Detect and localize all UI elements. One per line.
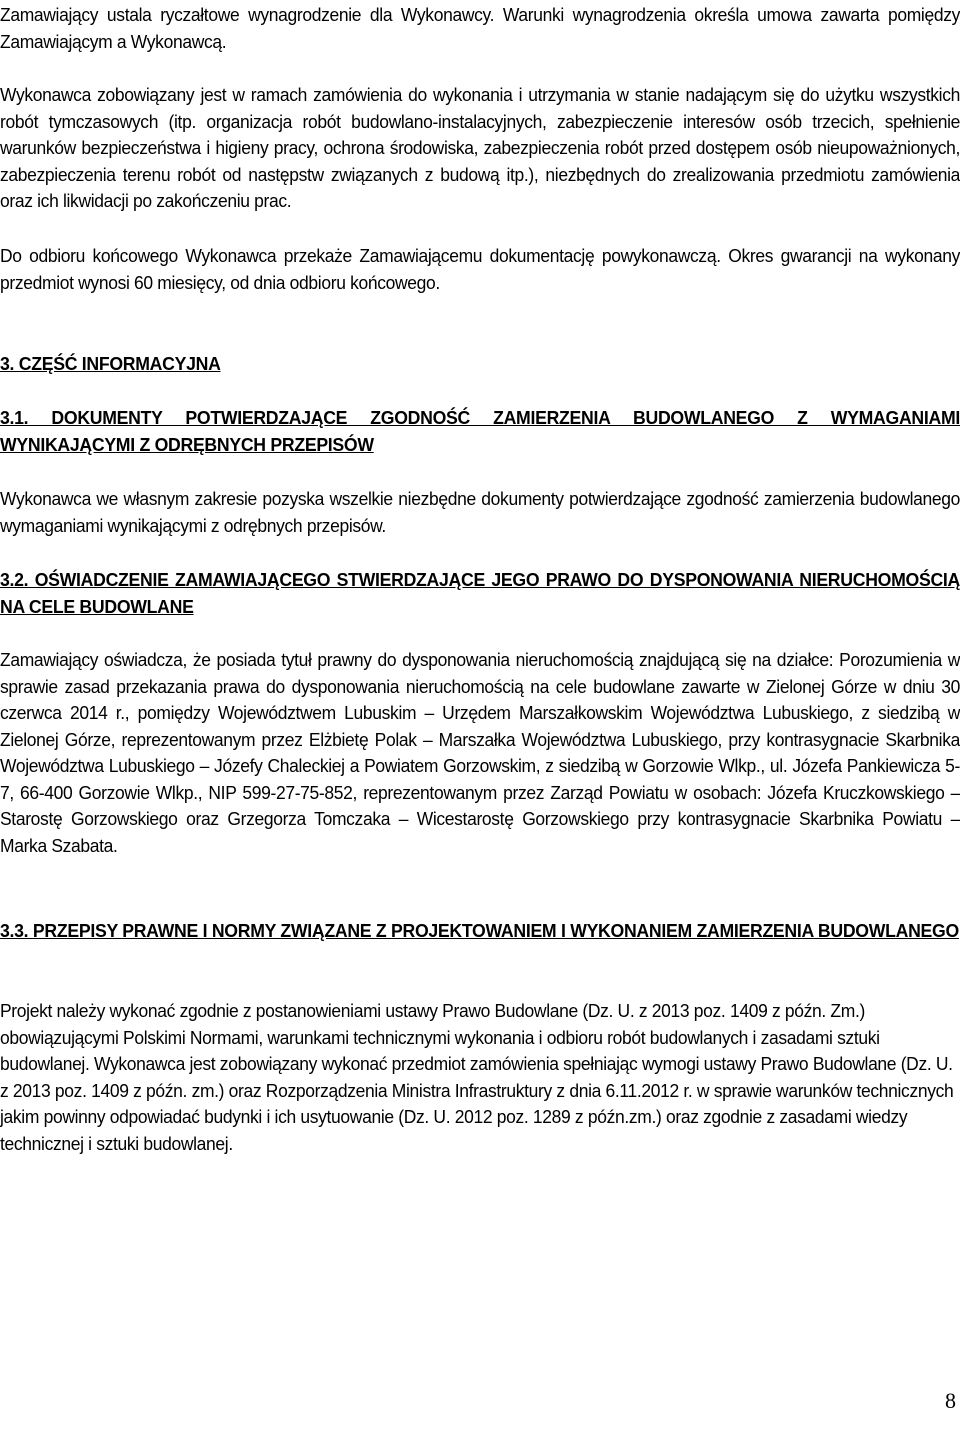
section-heading-3-1: [0, 404, 960, 458]
paragraph-acceptance: [0, 243, 960, 296]
paragraph-3-2: [0, 647, 960, 859]
heading-text: 3.3. PRZEPISY PRAWNE I NORMY ZWIĄZANE Z PROJEKTOWANIEM I WYKONANIEM ZAMIERZENIA BUDOWLANEGO: [0, 920, 959, 941]
heading-text: 3. CZĘŚĆ INFORMACYJNA: [0, 353, 221, 374]
heading-text: 3.2. OŚWIADCZENIE ZAMAWIAJĄCEGO STWIERDZAJĄCE JEGO PRAWO DO DYSPONOWANIA NIERUCHOMOŚCIĄ NA CELE BUDOWLANE: [0, 569, 960, 617]
heading-text: 3.1. DOKUMENTY POTWIERDZAJĄCE ZGODNOŚĆ ZAMIERZENIA BUDOWLANEGO Z WYMAGANIAMI WYNIKAJĄCYMI Z ODRĘBNYCH PRZEPISÓW: [0, 407, 960, 455]
paragraph-text: Wykonawca we własnym zakresie pozyska wszelkie niezbędne dokumenty potwierdzające zgodność zamierzenia budowlanego wymaganiami wynikającymi z odrębnych przepisów.: [0, 489, 960, 536]
paragraph-3-3: [0, 998, 960, 1157]
paragraph-remuneration: [0, 2, 960, 55]
section-heading-3-3: [0, 917, 960, 944]
section-heading-3-2: [0, 566, 960, 620]
paragraph-text: Zamawiający ustala ryczałtowe wynagrodzenie dla Wykonawcy. Warunki wynagrodzenia określa umowa zawarta pomiędzy Zamawiającym a Wykonawcą.: [0, 5, 960, 52]
paragraph-text: Do odbioru końcowego Wykonawca przekaże Zamawiającemu dokumentację powykonawczą. Okres gwarancji na wykonany przedmiot wynosi 60 miesięcy, od dnia odbioru końcowego.: [0, 246, 960, 293]
paragraph-text: Projekt należy wykonać zgodnie z postanowieniami ustawy Prawo Budowlane (Dz. U. z 2013 poz. 1409 z późn. Zm.) obowiązującymi Polskimi Normami, warunkami technicznymi wykonania i odbioru robót budowlanych i zasadami sztuki budowlanej. Wykonawca jest zobowiązany wykonać przedmiot zamówienia spełniając wymogi ustawy Prawo Budowlane (Dz. U. z 2013 poz. 1409 z późn. zm.) oraz Rozporządzenia Ministra Infrastruktury z dnia 6.11.2012 r. w sprawie warunków technicznych jakim powinny odpowiadać budynki i ich usytuowanie (Dz. U. 2012 poz. 1289 z późn.zm.) oraz zgodnie z zasadami wiedzy technicznej i sztuki budowlanej.: [0, 1001, 954, 1154]
page-number: 8: [945, 1388, 956, 1413]
paragraph-temporary-works: [0, 82, 960, 215]
paragraph-text: Wykonawca zobowiązany jest w ramach zamówienia do wykonania i utrzymania w stanie nadającym się do użytku wszystkich robót tymczasowych (itp. organizacja robót budowlano-instalacyjnych, zabezpieczenie interesów osób trzecich, spełnienie warunków bezpieczeństwa i higieny pracy, ochrona środowiska, zabezpieczenia robót przed dostępem osób nieupoważnionych, zabezpieczenia terenu robót od następstw związanych z budową itp.), niezbędnych do zrealizowania przedmiotu zamówienia oraz ich likwidacji po zakończeniu prac.: [0, 85, 960, 211]
paragraph-3-1: [0, 486, 960, 539]
section-heading-3: [0, 350, 960, 377]
paragraph-text: Zamawiający oświadcza, że posiada tytuł prawny do dysponowania nieruchomością znajdującą się na działce: Porozumienia w sprawie zasad przekazania prawa do dysponowania nieruchomością na cele budowlane zawarte w Zielonej Górze w dniu 30 czerwca 2014 r., pomiędzy Województwem Lubuskim – Urzędem Marszałkowskim Województwa Lubuskiego, z siedzibą w Zielonej Górze, reprezentowanym przez Elżbietę Polak – Marszałka Województwa Lubuskiego, przy kontrasygnacie Skarbnika Województwa Lubuskiego – Józefy Chaleckiej a Powiatem Gorzowskim, z siedzibą w Gorzowie Wlkp., ul. Józefa Pankiewicza 5-7, 66-400 Gorzowie Wlkp., NIP 599-27-75-852, reprezentowanym przez Zarząd Powiatu w osobach: Józefa Kruczkowskiego – Starostę Gorzowskiego oraz Grzegorza Tomczaka – Wicestarostę Gorzowskiego przy kontrasygnacie Skarbnika Powiatu – Marka Szabata.: [0, 650, 960, 856]
